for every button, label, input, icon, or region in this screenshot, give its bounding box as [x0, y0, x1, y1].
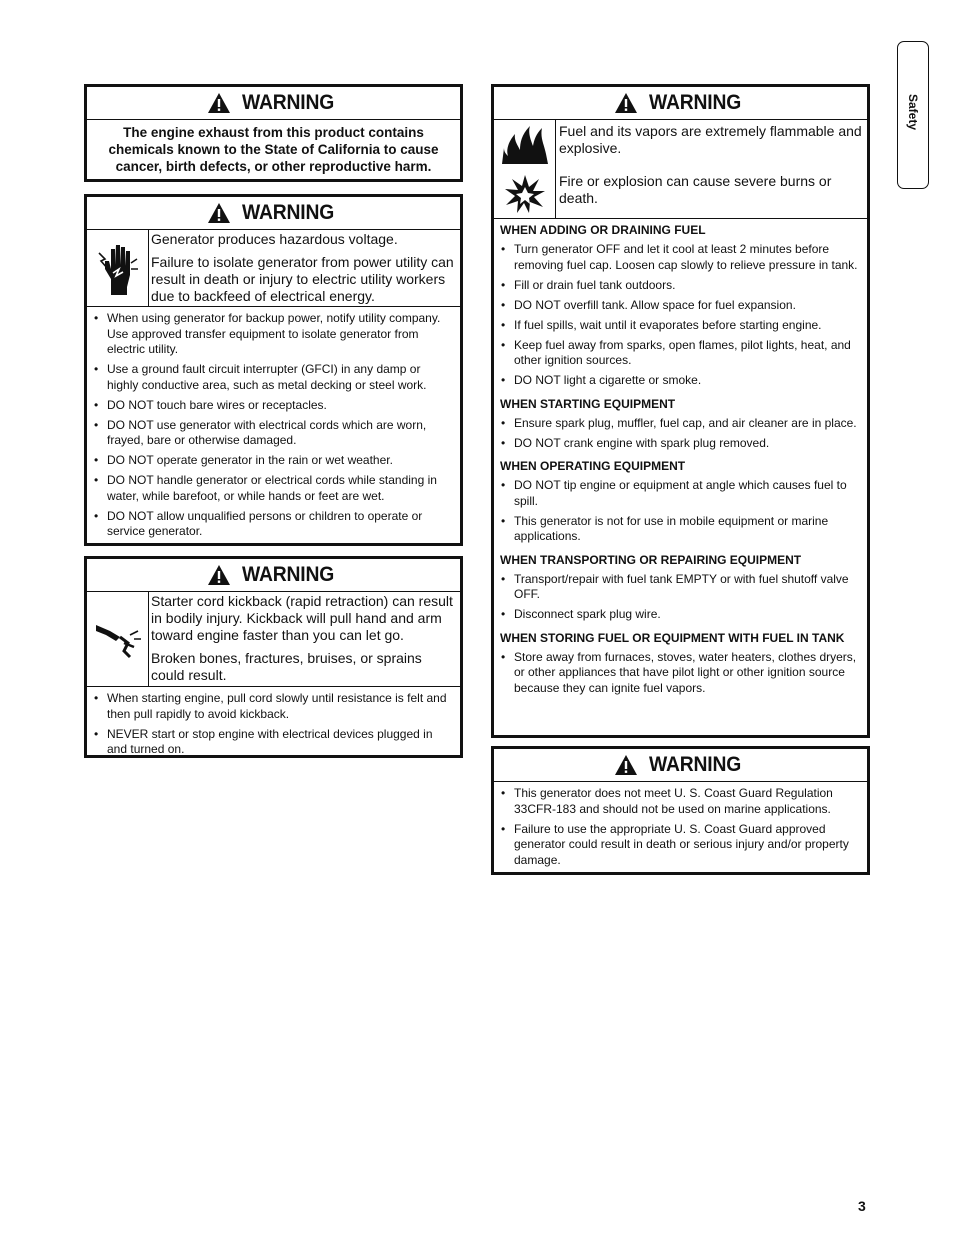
warning-title: WARNING [242, 91, 335, 114]
list-item: • DO NOT touch bare wires or receptacles. [93, 398, 452, 414]
list-item: • This generator does not meet U. S. Coast Guard Regulation 33CFR-183 and should not be used on marine applications. [500, 786, 859, 817]
list-item: • Fill or drain fuel tank outdoors. [500, 278, 859, 294]
list-item: • When using generator for backup power, notify utility company. Use approved transfer equipment to isolate generator from electric utility. [93, 311, 452, 358]
hazard-row [494, 170, 867, 218]
warning-header [494, 749, 867, 782]
warning-header [87, 87, 460, 120]
list-item: • Transport/repair with fuel tank EMPTY or with fuel shutoff valve OFF. [500, 572, 859, 603]
hazard-line: Generator produces hazardous voltage. [151, 231, 398, 247]
list-item: • Use a ground fault circuit interrupter (GFCI) in any damp or highly conductive area, such as metal decking or steel work. [93, 362, 452, 393]
list-item: • When starting engine, pull cord slowly until resistance is felt and then pull rapidly to avoid kickback. [93, 691, 452, 722]
safety-tab-label: Safety [906, 94, 920, 131]
list-item: • DO NOT allow unqualified persons or children to operate or service generator. [93, 509, 452, 540]
warning-triangle-icon [615, 755, 637, 775]
list-item: • Ensure spark plug, muffler, fuel cap, and air cleaner are in place. [500, 416, 859, 432]
warning-title: WARNING [242, 563, 335, 586]
hazard-row [494, 120, 867, 170]
warning-title: WARNING [649, 753, 742, 776]
hazard-line: Starter cord kickback (rapid retraction) can result in bodily injury. Kickback will pull hand and arm toward engine faster than you can let go. [151, 593, 453, 643]
list-item: • DO NOT light a cigarette or smoke. [500, 373, 859, 389]
warning-header [87, 559, 460, 592]
list-item: • Store away from furnaces, stoves, water heaters, clothes dryers, or other appliances that have pilot light or other ignition source because they can ignite fuel vapors. [500, 650, 859, 697]
prop65-text: The engine exhaust from this product contains chemicals known to the State of California to cause cancer, birth defects, or other reproductive harm. [108, 125, 439, 174]
list-item: • Keep fuel away from sparks, open flames, pilot lights, heat, and other ignition sources. [500, 338, 859, 369]
hazard-row [87, 592, 460, 687]
warning-triangle-icon [208, 565, 230, 585]
section-heading: WHEN STARTING EQUIPMENT [500, 396, 676, 411]
warning-box-voltage [84, 194, 463, 546]
fire-icon [494, 120, 556, 170]
bullet-list [87, 687, 460, 762]
list-item: • DO NOT crank engine with spark plug removed. [500, 436, 859, 452]
section-heading: WHEN ADDING OR DRAINING FUEL [500, 223, 706, 237]
warning-title: WARNING [242, 201, 335, 224]
list-item: • This generator is not for use in mobile equipment or marine applications. [500, 514, 859, 545]
hazard-row [87, 230, 460, 307]
hazard-line: Failure to isolate generator from power utility can result in death or injury to electric utility workers due to backfeed of electrical energy. [151, 254, 454, 304]
list-item: • DO NOT tip engine or equipment at angle which causes fuel to spill. [500, 478, 859, 509]
explosion-icon [494, 170, 556, 218]
hazard-line: Broken bones, fractures, bruises, or sprains could result. [151, 650, 422, 683]
warning-triangle-icon [615, 93, 637, 113]
warning-triangle-icon [208, 93, 230, 113]
electric-shock-icon [87, 230, 149, 306]
list-item: • DO NOT operate generator in the rain or wet weather. [93, 453, 452, 469]
bullet-list [494, 240, 867, 393]
bullet-list [494, 570, 867, 627]
bullet-list [494, 476, 867, 549]
warning-box-fuel [491, 84, 870, 738]
warning-box-exhaust [84, 84, 463, 182]
list-item: • DO NOT handle generator or electrical cords while standing in water, while barefoot, or while hands or feet are wet. [93, 473, 452, 504]
list-item: • Failure to use the appropriate U. S. Coast Guard approved generator could result in death or serious injury and/or property damage. [500, 822, 859, 869]
warning-title: WARNING [649, 91, 742, 114]
bullet-list [494, 648, 867, 701]
page-number: 3 [858, 1198, 866, 1214]
warning-header [494, 87, 867, 120]
hazard-text [149, 230, 460, 306]
list-item: • DO NOT use generator with electrical cords which are worn, frayed, bare or otherwise damaged. [93, 418, 452, 449]
safety-tab[interactable] [897, 41, 929, 189]
bullet-list [494, 414, 867, 456]
hazard-text: Fire or explosion can cause severe burns or death. [559, 173, 832, 206]
hazard-text [149, 592, 460, 686]
kickback-icon [87, 592, 149, 686]
warning-header [87, 197, 460, 230]
section-heading: WHEN TRANSPORTING OR REPAIRING EQUIPMENT [500, 552, 802, 567]
list-item: • Disconnect spark plug wire. [500, 607, 859, 623]
warning-box-kickback [84, 556, 463, 758]
bullet-list [87, 307, 460, 544]
list-item: • NEVER start or stop engine with electrical devices plugged in and turned on. [93, 727, 452, 758]
section-heading: WHEN STORING FUEL OR EQUIPMENT WITH FUEL IN TANK [500, 630, 845, 645]
hazard-rows [494, 120, 867, 219]
hazard-text: Fuel and its vapors are extremely flammable and explosive. [559, 123, 862, 156]
list-item: • Turn generator OFF and let it cool at least 2 minutes before removing fuel cap. Loosen cap slowly to relieve pressure in tank. [500, 242, 859, 273]
list-item: • DO NOT overfill tank. Allow space for fuel expansion. [500, 298, 859, 314]
bullet-list [494, 782, 867, 872]
warning-triangle-icon [208, 203, 230, 223]
list-item: • If fuel spills, wait until it evaporates before starting engine. [500, 318, 859, 334]
warning-box-coast-guard [491, 746, 870, 875]
section-heading: WHEN OPERATING EQUIPMENT [500, 459, 686, 473]
